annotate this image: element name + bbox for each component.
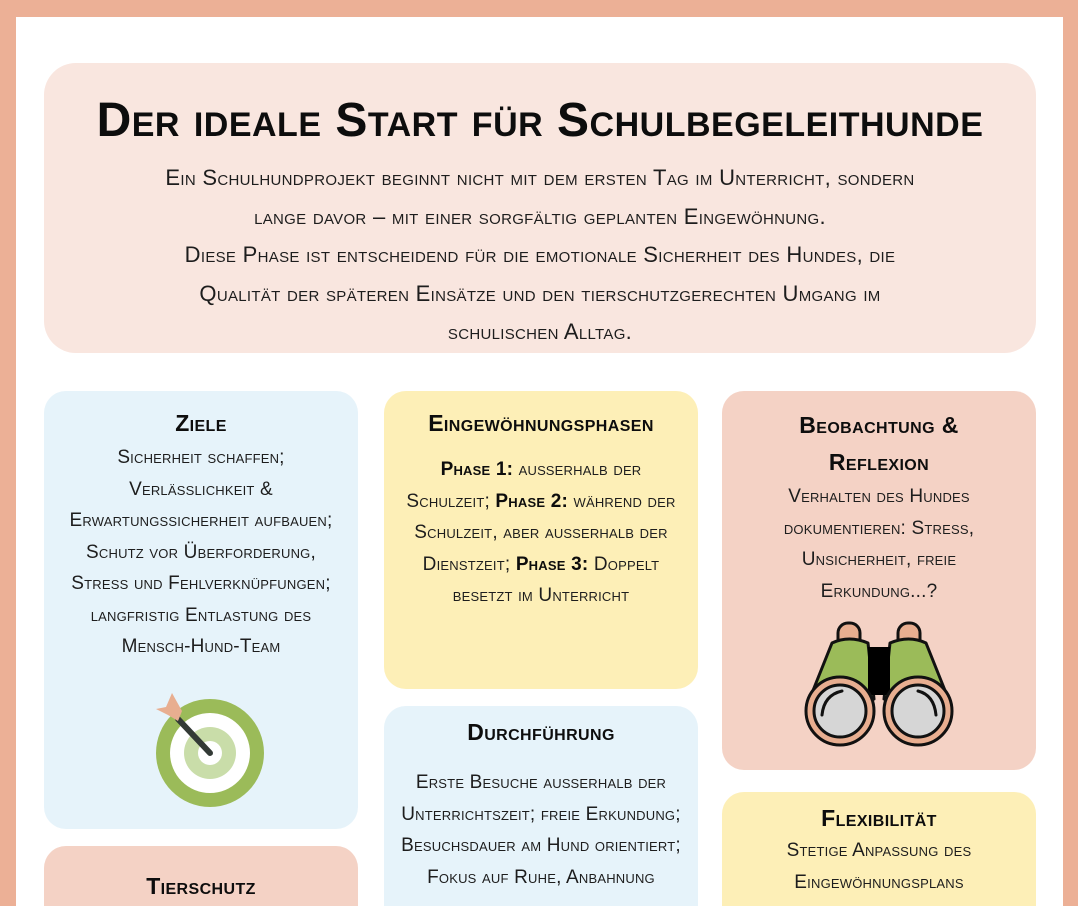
card-flexibilitaet: [722, 792, 1036, 906]
card-beobachtung-reflexion: [722, 391, 1036, 770]
card-title: Ziele: [175, 410, 227, 436]
intro-text: [74, 159, 1006, 352]
intro-line: Qualität der späteren Einsätze und den tierschutzgerechten Umgang im: [199, 280, 881, 306]
target-icon: [148, 691, 264, 807]
card-title: Flexibilität: [821, 805, 937, 831]
phase-1-label: Phase 1:: [440, 459, 514, 480]
intro-line: Ein Schulhundprojekt beginnt nicht mit dem ersten Tag im Unterricht, sondern: [165, 165, 915, 190]
card-body: Stetige Anpassung des Eingewöhnungsplans: [786, 840, 972, 893]
phase-2-label: Phase 2:: [495, 490, 568, 512]
card-title: Beobachtung & Reflexion: [799, 412, 959, 475]
card-body: Sicherheit schaffen; Verlässlichkeit & Erwartungssicherheit aufbauen; Schutz vor Überforderung, Stress und Fehlverknüpfungen; langfristig Entlastung des Mensch-Hund-Team: [69, 447, 333, 657]
phase-1-text: außerhalb der Schulzeit;: [406, 459, 642, 512]
phase-3-label: Phase 3:: [515, 553, 589, 575]
page-title: Der ideale Start für Schulbegeleithunde: [96, 94, 984, 147]
poster-page: [16, 17, 1063, 906]
intro-line: schulischen Alltag.: [447, 319, 633, 344]
header-card: [44, 63, 1036, 353]
card-title: Tierschutz: [146, 873, 256, 899]
card-eingewoehnungsphasen: [384, 391, 698, 689]
card-body: [384, 454, 698, 612]
card-body: Erste Besuche außerhalb der Unterrichtszeit; freie Erkundung; Besuchsdauer am Hund orientiert; Fokus auf Ruhe, Anbahnung: [401, 772, 681, 888]
intro-line: lange davor – mit einer sorgfältig geplanten Eingewöhnung.: [254, 203, 826, 229]
card-title: Eingewöhnungsphasen: [428, 410, 654, 436]
card-ziele: [44, 391, 358, 829]
intro-line: Diese Phase ist entscheidend für die emotionale Sicherheit des Hundes, die: [184, 242, 896, 267]
card-title: Durchführung: [467, 719, 615, 745]
card-tierschutz: [44, 846, 358, 906]
card-body: Verhalten des Hundes dokumentieren: Stress, Unsicherheit, freie Erkundung...?: [783, 486, 975, 602]
card-durchfuehrung: [384, 706, 698, 906]
phase-3-text: Doppelt besetzt im Unterricht: [452, 553, 660, 606]
binoculars-icon: [802, 619, 956, 747]
phase-2-text: während der Schulzeit, aber außerhalb der Dienstzeit;: [414, 490, 676, 575]
